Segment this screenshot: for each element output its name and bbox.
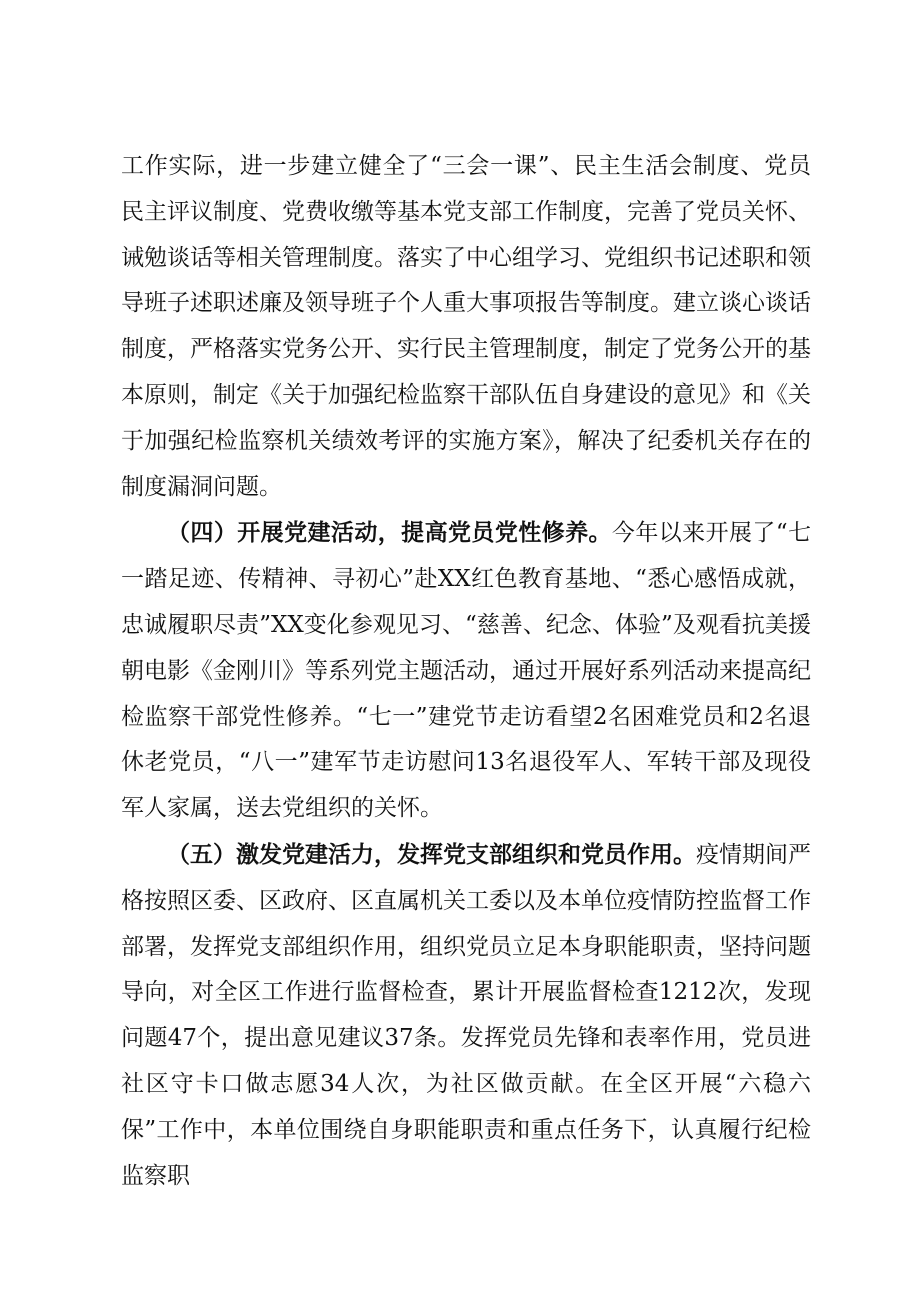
paragraph-text: 工作实际，进一步建立健全了“三会一课”、民主生活会制度、党员民主评议制度、党费收缴等基本党支部工作制度，完善了党员关怀、诫勉谈话等相关管理制度。落实了中心组学习、党组织书记述职和领导班子述职述廉及领导班子个人重大事项报告等制度。建立谈心谈话制度，严格落实党务公开、实行民主管理制度，制定了党务公开的基本原则，制定《关于加强纪检监察干部队伍自身建设的意见》和《关于加强纪检监察机关绩效考评的实施方案》，解决了纪委机关存在的制度漏洞问题。	[121, 153, 811, 500]
section-heading: （五）激发党建活力，发挥党支部组织和党员作用。	[167, 840, 696, 868]
section-heading: （四）开展党建活动，提高党员党性修养。	[167, 519, 612, 547]
paragraph-continuation	[121, 144, 811, 510]
paragraph-text: 今年以来开展了“七一踏足迹、传精神、寻初心”赴XX红色教育基地、“悉心感悟成就，忠诚履职尽责”XX变化参观见习、“慈善、纪念、体验”及观看抗美援朝电影《金刚川》等系列党主题活动，通过开展好系列活动来提高纪检监察干部党性修养。“七一”建党节走访看望2名困难党员和2名退休老党员，“八一”建军节走访慰问13名退役军人、军转干部及现役军人家属，送去党组织的关怀。	[121, 520, 811, 822]
document-body	[121, 144, 811, 1199]
paragraph-section-4	[121, 510, 811, 832]
paragraph-section-5	[121, 832, 811, 1199]
paragraph-text: 疫情期间严格按照区委、区政府、区直属机关工委以及本单位疫情防控监督工作部署，发挥党支部组织作用，组织党员立足本身职能职责，坚持问题导向，对全区工作进行监督检查，累计开展监督检查1212次，发现问题47个，提出意见建议37条。发挥党员先锋和表率作用，党员进社区守卡口做志愿34人次，为社区做贡献。在全区开展“六稳六保”工作中，本单位围绕自身职能职责和重点任务下，认真履行纪检监察职	[121, 841, 811, 1189]
